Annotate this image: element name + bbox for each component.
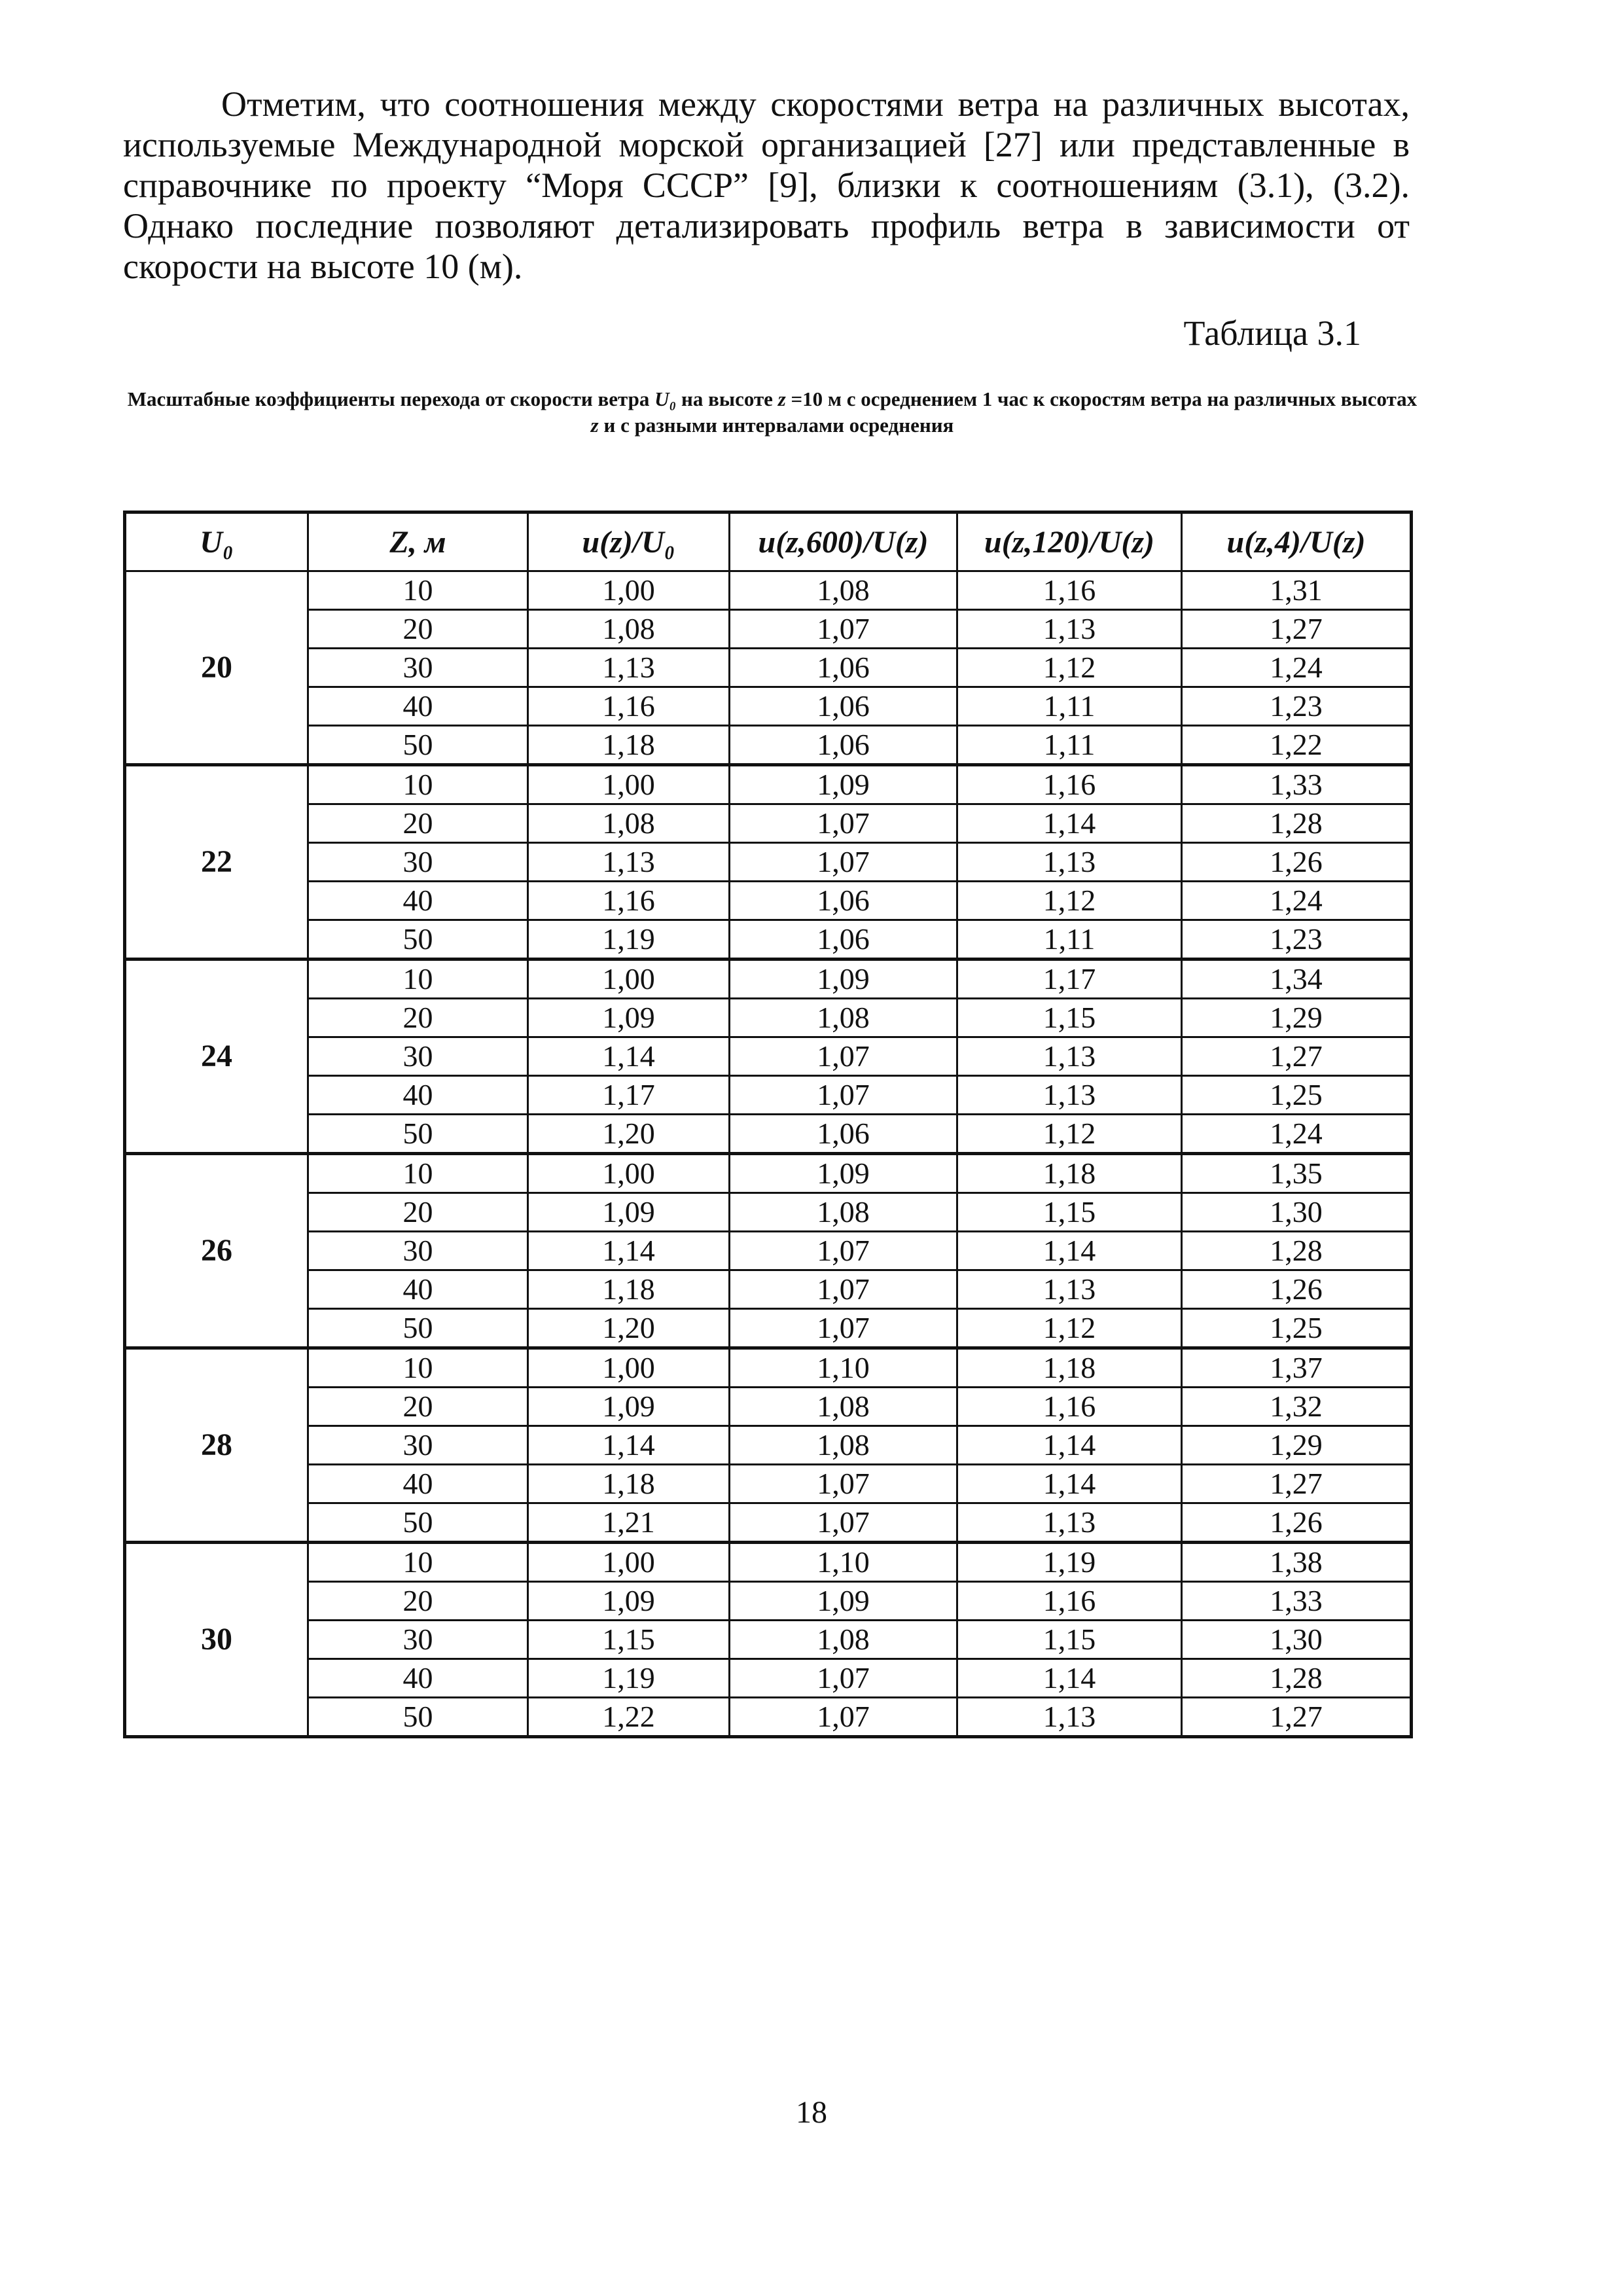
- ratio-600-cell: 1,08: [730, 1426, 957, 1465]
- ratio-120-cell: 1,11: [957, 687, 1182, 726]
- ratio-120-cell: 1,15: [957, 1193, 1182, 1232]
- u0-group-cell: 20: [125, 571, 308, 765]
- height-cell: 10: [308, 1543, 528, 1582]
- ratio-600-cell: 1,09: [730, 1154, 957, 1193]
- height-cell: 20: [308, 804, 528, 843]
- ratio-u-cell: 1,13: [528, 843, 730, 882]
- height-cell: 20: [308, 1582, 528, 1621]
- ratio-120-cell: 1,12: [957, 649, 1182, 687]
- ratio-600-cell: 1,08: [730, 999, 957, 1037]
- table-row: [125, 1698, 1412, 1737]
- ratio-120-cell: 1,12: [957, 1309, 1182, 1348]
- ratio-600-cell: 1,09: [730, 1582, 957, 1621]
- ratio-4-cell: 1,37: [1182, 1348, 1412, 1388]
- ratio-4-cell: 1,30: [1182, 1621, 1412, 1659]
- ratio-600-cell: 1,07: [730, 1037, 957, 1076]
- caption-part2: на высоте: [676, 387, 778, 410]
- table-row: [125, 1309, 1412, 1348]
- ratio-4-cell: 1,29: [1182, 1426, 1412, 1465]
- table-row: [125, 1076, 1412, 1115]
- height-cell: 20: [308, 999, 528, 1037]
- ratio-u-cell: 1,08: [528, 804, 730, 843]
- table-row: [125, 960, 1412, 999]
- height-cell: 30: [308, 1232, 528, 1270]
- height-cell: 50: [308, 920, 528, 960]
- ratio-4-cell: 1,28: [1182, 1232, 1412, 1270]
- table-row: [125, 726, 1412, 765]
- ratio-u-cell: 1,18: [528, 726, 730, 765]
- table-row: [125, 1348, 1412, 1388]
- table-row: [125, 649, 1412, 687]
- ratio-u-cell: 1,00: [528, 960, 730, 999]
- ratio-120-cell: 1,13: [957, 1037, 1182, 1076]
- u0-group-cell: 22: [125, 765, 308, 960]
- ratio-u-cell: 1,15: [528, 1621, 730, 1659]
- ratio-u-cell: 1,00: [528, 1154, 730, 1193]
- ratio-u-cell: 1,20: [528, 1309, 730, 1348]
- height-cell: 30: [308, 649, 528, 687]
- ratio-u-cell: 1,19: [528, 1659, 730, 1698]
- table-row: [125, 1659, 1412, 1698]
- ratio-4-cell: 1,24: [1182, 882, 1412, 920]
- ratio-120-cell: 1,12: [957, 1115, 1182, 1154]
- height-cell: 40: [308, 1270, 528, 1309]
- caption-var-z2: z: [590, 414, 599, 437]
- header-uz600: u(z,600)/U(z): [730, 512, 957, 571]
- ratio-u-cell: 1,00: [528, 1348, 730, 1388]
- table-row: [125, 1503, 1412, 1543]
- ratio-4-cell: 1,27: [1182, 610, 1412, 649]
- ratio-120-cell: 1,11: [957, 726, 1182, 765]
- ratio-600-cell: 1,07: [730, 1270, 957, 1309]
- header-uz120: u(z,120)/U(z): [957, 512, 1182, 571]
- ratio-600-cell: 1,08: [730, 1193, 957, 1232]
- height-cell: 40: [308, 1659, 528, 1698]
- ratio-u-cell: 1,19: [528, 920, 730, 960]
- ratio-600-cell: 1,07: [730, 1232, 957, 1270]
- ratio-4-cell: 1,28: [1182, 1659, 1412, 1698]
- table-row: [125, 1621, 1412, 1659]
- ratio-600-cell: 1,07: [730, 1659, 957, 1698]
- ratio-600-cell: 1,07: [730, 1076, 957, 1115]
- height-cell: 30: [308, 843, 528, 882]
- header-uz4: u(z,4)/U(z): [1182, 512, 1412, 571]
- ratio-4-cell: 1,31: [1182, 571, 1412, 610]
- ratio-u-cell: 1,09: [528, 999, 730, 1037]
- ratio-u-cell: 1,14: [528, 1426, 730, 1465]
- ratio-u-cell: 1,09: [528, 1193, 730, 1232]
- ratio-u-cell: 1,09: [528, 1582, 730, 1621]
- ratio-120-cell: 1,13: [957, 1270, 1182, 1309]
- table-row: [125, 920, 1412, 960]
- ratio-600-cell: 1,06: [730, 882, 957, 920]
- ratio-4-cell: 1,33: [1182, 1582, 1412, 1621]
- caption-part1: Масштабные коэффициенты перехода от скорости ветра: [127, 387, 655, 410]
- ratio-4-cell: 1,34: [1182, 960, 1412, 999]
- ratio-u-cell: 1,17: [528, 1076, 730, 1115]
- ratio-600-cell: 1,10: [730, 1543, 957, 1582]
- height-cell: 30: [308, 1621, 528, 1659]
- ratio-600-cell: 1,08: [730, 571, 957, 610]
- height-cell: 50: [308, 1698, 528, 1737]
- header-u0: U₀: [125, 512, 308, 571]
- height-cell: 50: [308, 1115, 528, 1154]
- ratio-4-cell: 1,23: [1182, 687, 1412, 726]
- table-row: [125, 1543, 1412, 1582]
- table-header-row: [125, 512, 1412, 571]
- table-row: [125, 765, 1412, 804]
- table-row: [125, 1154, 1412, 1193]
- ratio-4-cell: 1,26: [1182, 1270, 1412, 1309]
- ratio-600-cell: 1,08: [730, 1621, 957, 1659]
- ratio-4-cell: 1,23: [1182, 920, 1412, 960]
- ratio-600-cell: 1,06: [730, 649, 957, 687]
- ratio-u-cell: 1,14: [528, 1232, 730, 1270]
- ratio-120-cell: 1,16: [957, 1388, 1182, 1426]
- height-cell: 10: [308, 1154, 528, 1193]
- caption-var-u0: U₀: [654, 387, 677, 410]
- height-cell: 40: [308, 882, 528, 920]
- height-cell: 30: [308, 1426, 528, 1465]
- height-cell: 40: [308, 1465, 528, 1503]
- ratio-120-cell: 1,18: [957, 1348, 1182, 1388]
- height-cell: 50: [308, 1309, 528, 1348]
- height-cell: 20: [308, 1193, 528, 1232]
- ratio-4-cell: 1,27: [1182, 1698, 1412, 1737]
- ratio-u-cell: 1,21: [528, 1503, 730, 1543]
- height-cell: 40: [308, 687, 528, 726]
- height-cell: 10: [308, 1348, 528, 1388]
- ratio-u-cell: 1,16: [528, 882, 730, 920]
- ratio-120-cell: 1,13: [957, 1503, 1182, 1543]
- page-number: 18: [796, 2095, 827, 2130]
- table-row: [125, 1388, 1412, 1426]
- ratio-120-cell: 1,15: [957, 1621, 1182, 1659]
- caption-part4: и с разными интервалами осреднения: [598, 414, 954, 437]
- ratio-4-cell: 1,22: [1182, 726, 1412, 765]
- ratio-600-cell: 1,09: [730, 960, 957, 999]
- u0-group-cell: 26: [125, 1154, 308, 1348]
- table-row: [125, 610, 1412, 649]
- ratio-4-cell: 1,28: [1182, 804, 1412, 843]
- ratio-u-cell: 1,09: [528, 1388, 730, 1426]
- header-z: Z, м: [308, 512, 528, 571]
- table-row: [125, 1115, 1412, 1154]
- ratio-120-cell: 1,12: [957, 882, 1182, 920]
- ratio-4-cell: 1,32: [1182, 1388, 1412, 1426]
- ratio-4-cell: 1,24: [1182, 1115, 1412, 1154]
- table-row: [125, 882, 1412, 920]
- ratio-u-cell: 1,20: [528, 1115, 730, 1154]
- ratio-u-cell: 1,00: [528, 1543, 730, 1582]
- ratio-120-cell: 1,11: [957, 920, 1182, 960]
- ratio-600-cell: 1,07: [730, 610, 957, 649]
- header-uz-u0: u(z)/U₀: [528, 512, 730, 571]
- ratio-120-cell: 1,16: [957, 1582, 1182, 1621]
- ratio-600-cell: 1,07: [730, 1698, 957, 1737]
- ratio-120-cell: 1,15: [957, 999, 1182, 1037]
- ratio-600-cell: 1,07: [730, 1309, 957, 1348]
- height-cell: 30: [308, 1037, 528, 1076]
- ratio-u-cell: 1,00: [528, 765, 730, 804]
- ratio-600-cell: 1,07: [730, 1503, 957, 1543]
- height-cell: 50: [308, 726, 528, 765]
- height-cell: 40: [308, 1076, 528, 1115]
- table-row: [125, 571, 1412, 610]
- ratio-4-cell: 1,33: [1182, 765, 1412, 804]
- ratio-120-cell: 1,14: [957, 1232, 1182, 1270]
- ratio-u-cell: 1,14: [528, 1037, 730, 1076]
- ratio-120-cell: 1,14: [957, 1426, 1182, 1465]
- coefficients-table: [123, 511, 1413, 1738]
- ratio-600-cell: 1,10: [730, 1348, 957, 1388]
- ratio-4-cell: 1,26: [1182, 843, 1412, 882]
- ratio-600-cell: 1,06: [730, 920, 957, 960]
- ratio-4-cell: 1,26: [1182, 1503, 1412, 1543]
- ratio-120-cell: 1,13: [957, 1076, 1182, 1115]
- table-row: [125, 1037, 1412, 1076]
- table-row: [125, 843, 1412, 882]
- ratio-120-cell: 1,16: [957, 765, 1182, 804]
- ratio-600-cell: 1,07: [730, 843, 957, 882]
- ratio-u-cell: 1,22: [528, 1698, 730, 1737]
- ratio-4-cell: 1,27: [1182, 1037, 1412, 1076]
- ratio-u-cell: 1,13: [528, 649, 730, 687]
- table-row: [125, 1426, 1412, 1465]
- ratio-4-cell: 1,25: [1182, 1076, 1412, 1115]
- ratio-120-cell: 1,14: [957, 1659, 1182, 1698]
- ratio-600-cell: 1,08: [730, 1388, 957, 1426]
- ratio-120-cell: 1,19: [957, 1543, 1182, 1582]
- ratio-u-cell: 1,18: [528, 1465, 730, 1503]
- table-caption: [124, 386, 1420, 439]
- ratio-120-cell: 1,13: [957, 843, 1182, 882]
- ratio-600-cell: 1,06: [730, 687, 957, 726]
- ratio-600-cell: 1,07: [730, 1465, 957, 1503]
- u0-group-cell: 24: [125, 960, 308, 1154]
- height-cell: 10: [308, 960, 528, 999]
- u0-group-cell: 30: [125, 1543, 308, 1737]
- caption-part3: =10 м с осреднением 1 час к скоростям ветра на различных высотах: [785, 387, 1418, 410]
- table-row: [125, 999, 1412, 1037]
- ratio-u-cell: 1,18: [528, 1270, 730, 1309]
- ratio-4-cell: 1,35: [1182, 1154, 1412, 1193]
- table-row: [125, 1582, 1412, 1621]
- ratio-4-cell: 1,30: [1182, 1193, 1412, 1232]
- ratio-4-cell: 1,29: [1182, 999, 1412, 1037]
- u0-group-cell: 28: [125, 1348, 308, 1543]
- ratio-120-cell: 1,18: [957, 1154, 1182, 1193]
- table-row: [125, 687, 1412, 726]
- ratio-120-cell: 1,14: [957, 804, 1182, 843]
- ratio-u-cell: 1,00: [528, 571, 730, 610]
- ratio-4-cell: 1,24: [1182, 649, 1412, 687]
- table-label: Таблица 3.1: [1183, 314, 1361, 353]
- ratio-120-cell: 1,17: [957, 960, 1182, 999]
- table-row: [125, 1193, 1412, 1232]
- table-body: [125, 571, 1412, 1737]
- ratio-600-cell: 1,06: [730, 1115, 957, 1154]
- ratio-u-cell: 1,08: [528, 610, 730, 649]
- ratio-4-cell: 1,27: [1182, 1465, 1412, 1503]
- height-cell: 20: [308, 1388, 528, 1426]
- height-cell: 20: [308, 610, 528, 649]
- caption-var-z: z: [777, 387, 786, 410]
- ratio-600-cell: 1,09: [730, 765, 957, 804]
- table-row: [125, 1232, 1412, 1270]
- ratio-600-cell: 1,07: [730, 804, 957, 843]
- height-cell: 10: [308, 765, 528, 804]
- ratio-120-cell: 1,13: [957, 1698, 1182, 1737]
- ratio-600-cell: 1,06: [730, 726, 957, 765]
- ratio-4-cell: 1,25: [1182, 1309, 1412, 1348]
- height-cell: 10: [308, 571, 528, 610]
- ratio-120-cell: 1,13: [957, 610, 1182, 649]
- table-row: [125, 804, 1412, 843]
- ratio-120-cell: 1,14: [957, 1465, 1182, 1503]
- ratio-4-cell: 1,38: [1182, 1543, 1412, 1582]
- table-row: [125, 1270, 1412, 1309]
- body-paragraph: Отметим, что соотношения между скоростями ветра на различных высотах, используемые Международной морской организацией [27] или представленные в справочнике по проекту “Моря СССР” [9], близки к соотношениям (3.1), (3.2). Однако последние позволяют детализировать профиль ветра в зависимости от скорости на высоте 10 (м).: [123, 84, 1410, 286]
- ratio-u-cell: 1,16: [528, 687, 730, 726]
- height-cell: 50: [308, 1503, 528, 1543]
- table-row: [125, 1465, 1412, 1503]
- ratio-120-cell: 1,16: [957, 571, 1182, 610]
